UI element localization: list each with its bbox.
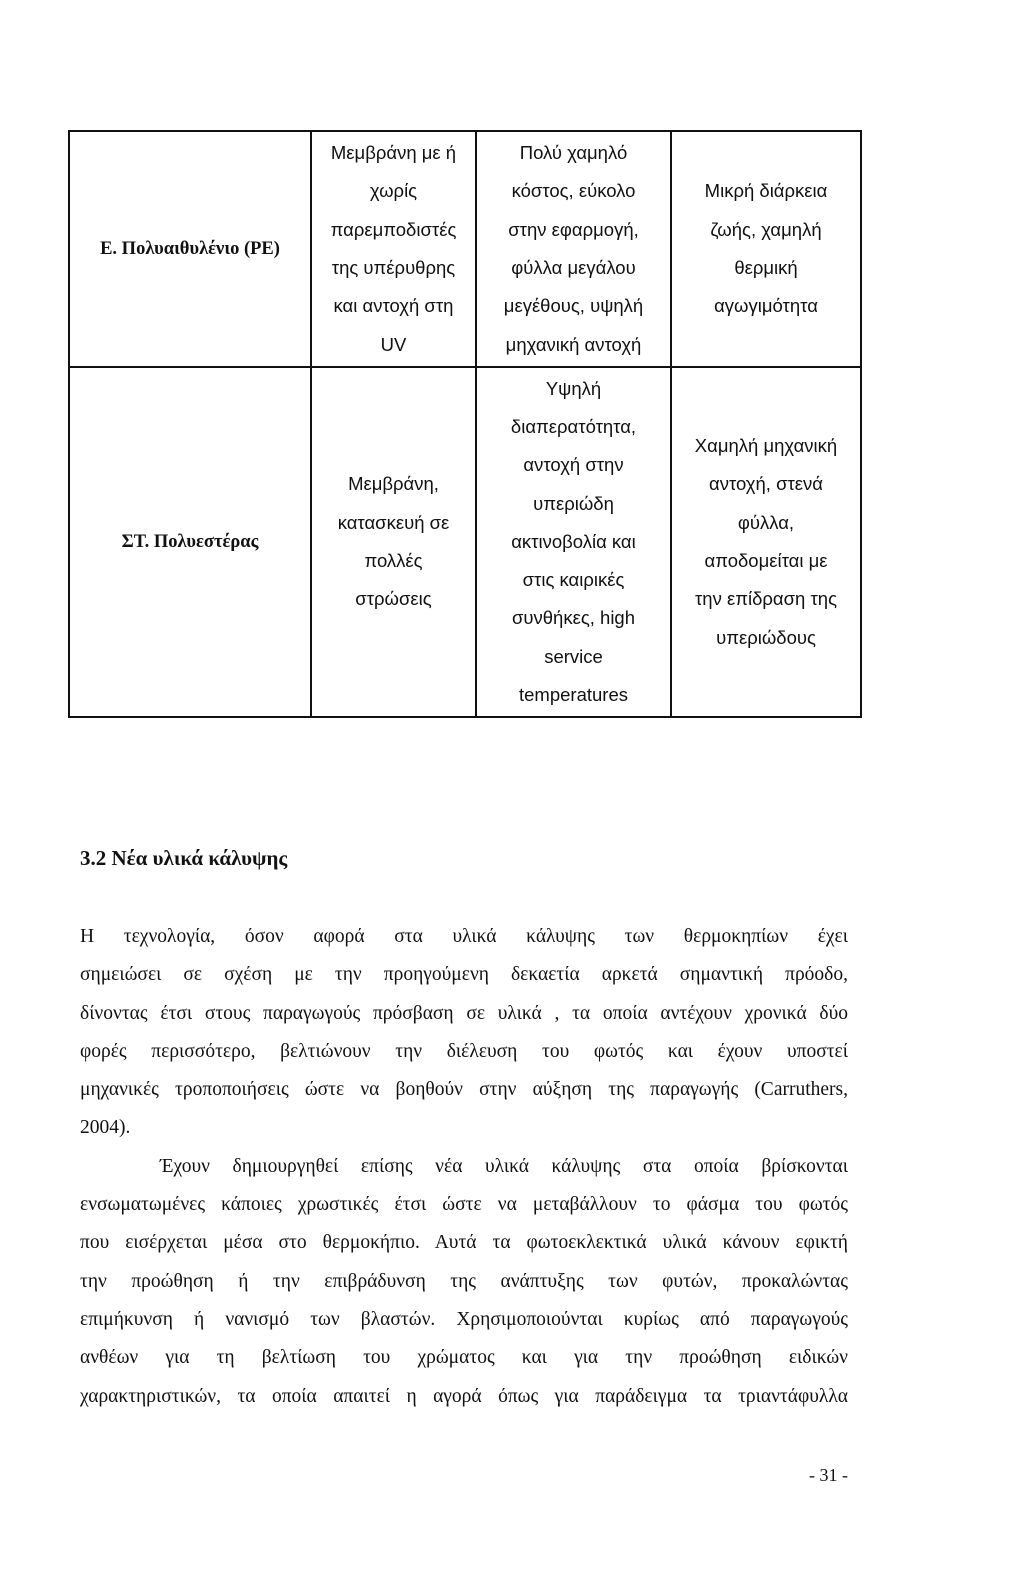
cell-line: αγωγιμότητα — [714, 295, 818, 317]
table-cell-col2 — [312, 132, 477, 368]
table-cell-col4 — [672, 132, 862, 368]
paragraph-line: επιμήκυνση ή νανισμό των βλαστών. Χρησιμοποιούνται κυρίως από παραγωγούς — [80, 1308, 848, 1330]
material-name: ΣΤ. Πολυεστέρας — [121, 531, 259, 552]
cell-line: service — [544, 645, 603, 667]
section-body — [80, 918, 848, 1416]
cell-line: μεγέθους, υψηλή — [503, 295, 644, 317]
paragraph-line: φορές περισσότερο, βελτιώνουν την διέλευση του φωτός και έχουν υποστεί — [80, 1040, 848, 1062]
cell-line: temperatures — [519, 684, 628, 706]
cell-line: αντοχή, στενά — [709, 473, 823, 495]
paragraph-line: που εισέρχεται μέσα στο θερμοκήπιο. Αυτά τα φωτοεκλεκτικά υλικά κάνουν εφικτή — [80, 1232, 848, 1254]
cell-line: ακτινοβολία και — [511, 530, 636, 552]
material-name: Ε. Πολυαιθυλένιο (PE) — [100, 238, 280, 259]
cell-line: συνθήκες, high — [511, 607, 636, 629]
paragraph-line: ανθέων για τη βελτίωση του χρώματος και για την προώθηση ειδικών — [80, 1347, 848, 1369]
table-cell-col4 — [672, 368, 862, 718]
cell-line: διαπερατότητα, — [510, 415, 637, 437]
cell-line: κόστος, εύκολο — [511, 180, 636, 202]
cell-line: στις καιρικές — [522, 569, 625, 591]
cell-line: στρώσεις — [355, 588, 432, 610]
table-cell-material — [70, 368, 312, 718]
table-cell-material — [70, 132, 312, 368]
paragraph-line: Έχουν δημιουργηθεί επίσης νέα υλικά κάλυψης στα οποία βρίσκονται — [160, 1155, 848, 1177]
paragraph-line: χαρακτηριστικών, τα οποία απαιτεί η αγορά όπως για παράδειγμα τα τριαντάφυλλα — [80, 1385, 848, 1407]
cell-line: Μεμβράνη με ή — [330, 142, 457, 164]
cell-line: παρεμποδιστές — [330, 218, 457, 240]
paragraph-line: μηχανικές τροποποιήσεις ώστε να βοηθούν στην αύξηση της παραγωγής (Carruthers, — [80, 1079, 848, 1101]
cell-line: της υπέρυθρης — [331, 257, 456, 278]
cell-line: χωρίς — [369, 180, 418, 202]
cell-line: Μεμβράνη, — [348, 473, 439, 495]
cell-line: μηχανική αντοχή — [505, 333, 642, 355]
cell-line: και αντοχή στη — [333, 295, 454, 317]
cell-line: Πολύ χαμηλό — [519, 142, 628, 164]
table-cell-col2 — [312, 368, 477, 718]
paragraph-line: δίνοντας έτσι στους παραγωγούς πρόσβαση σε υλικά , τα οποία αντέχουν χρονικά δύο — [80, 1002, 848, 1024]
cell-line: υπεριώδους — [716, 626, 816, 648]
cell-line: Υψηλή — [545, 377, 602, 399]
cell-line: αντοχή στην — [523, 454, 624, 476]
cell-line: φύλλα μεγάλου — [511, 257, 636, 278]
cell-line: Χαμηλή μηχανική — [694, 435, 838, 457]
cell-line: κατασκευή σε — [337, 511, 450, 533]
cell-line: ζωής, χαμηλή — [710, 218, 822, 240]
table-cell-col3 — [477, 132, 672, 368]
cell-line: υπεριώδη — [533, 492, 614, 514]
page-number: - 31 - — [809, 1465, 848, 1485]
cell-line: φύλλα, — [737, 511, 795, 533]
cell-line: στην εφαρμογή, — [508, 218, 639, 240]
materials-table — [68, 130, 862, 718]
paragraph-line: Η τεχνολογία, όσον αφορά στα υλικά κάλυψης των θερμοκηπίων έχει — [80, 926, 848, 947]
cell-line: UV — [380, 333, 407, 355]
cell-line: την επίδραση της — [695, 588, 837, 610]
cell-line: αποδομείται με — [704, 550, 828, 571]
cell-line: πολλές — [364, 550, 423, 571]
paragraph-line: την προώθηση ή την επιβράδυνση της ανάπτυξης των φυτών, προκαλώντας — [80, 1270, 848, 1292]
table-cell-col3 — [477, 368, 672, 718]
section-heading: 3.2 Νέα υλικά κάλυψης — [80, 846, 288, 870]
paragraph-line: 2004). — [80, 1117, 131, 1139]
paragraph-line: ενσωματωμένες κάποιες χρωστικές έτσι ώστε να μεταβάλλουν το φάσμα του φωτός — [80, 1194, 848, 1216]
cell-line: Μικρή διάρκεια — [704, 180, 828, 202]
cell-line: θερμική — [734, 257, 798, 278]
paragraph-line: σημειώσει σε σχέση με την προηγούμενη δεκαετία αρκετά σημαντική πρόοδο, — [80, 964, 848, 986]
